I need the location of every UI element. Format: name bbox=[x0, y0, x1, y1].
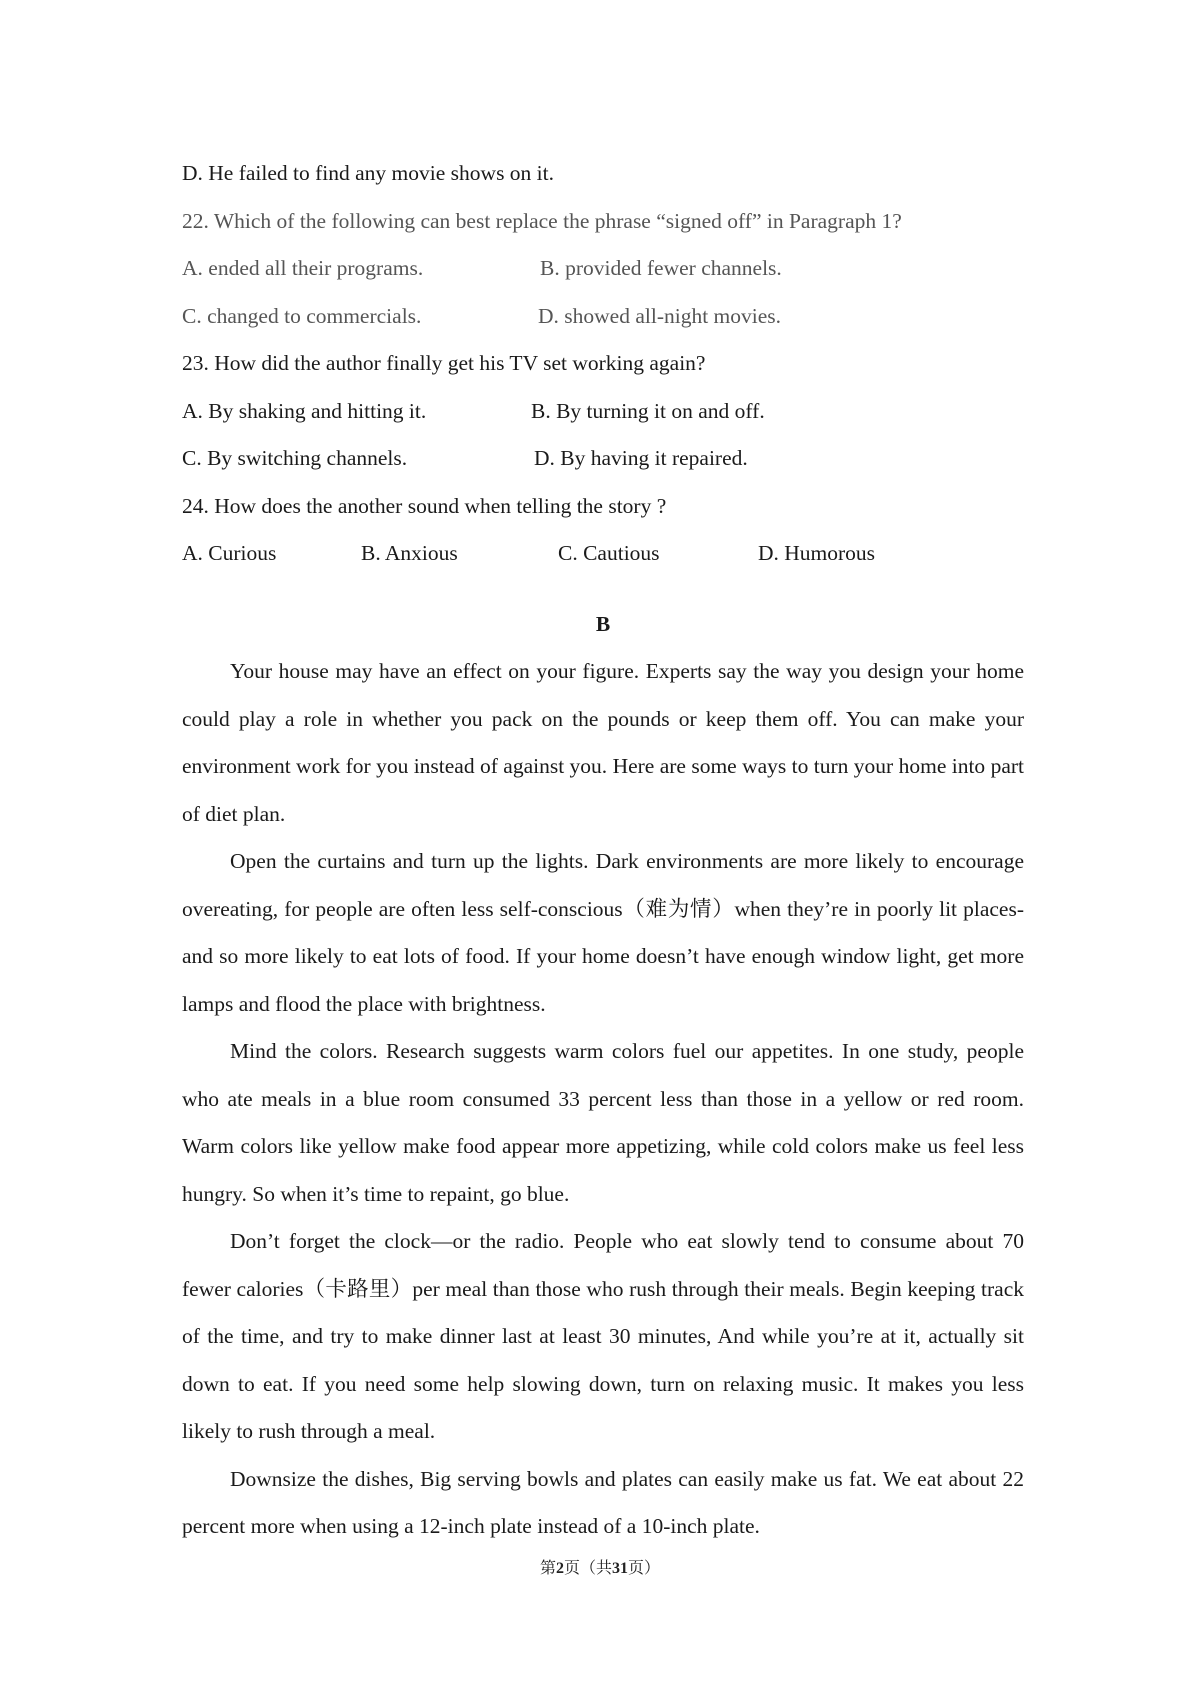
passage-paragraph-4: Don’t forget the clock—or the radio. People who eat slowly tend to consume about 70 fewer calories（卡路里）per meal than those who rush through their meals. Begin keeping track of the time, and try to make dinner last at least 30 minutes, And while you’re at it, actually sit down to eat. If you need some help slowing down, turn on relaxing music. It makes you less likely to rush through a meal. bbox=[182, 1229, 1024, 1443]
q22-stem: 22. Which of the following can best replace the phrase “signed off” in Paragraph 1? bbox=[182, 208, 902, 233]
q22-option-d: D. showed all-night movies. bbox=[538, 303, 782, 328]
footer-page-number: 2 bbox=[555, 1560, 564, 1577]
q21-option-d: D. He failed to find any movie shows on it. bbox=[182, 161, 555, 185]
q24-option-d: D. Humorous bbox=[758, 541, 876, 565]
q23-option-b: B. By turning it on and off. bbox=[531, 398, 765, 423]
q24-option-a: A. Curious bbox=[182, 541, 277, 565]
q22-options-row-1 bbox=[182, 245, 1024, 293]
exam-page bbox=[182, 150, 1024, 1551]
q22-options-row-2 bbox=[182, 293, 1024, 341]
passage-paragraph-5: Downsize the dishes, Big serving bowls and plates can easily make us fat. We eat about 22 percent more when using a 12-inch plate instead of a 10-inch plate. bbox=[182, 1466, 1024, 1538]
q22-option-c: C. changed to commercials. bbox=[182, 303, 422, 328]
q23-stem: 23. How did the author finally get his TV set working again? bbox=[182, 351, 706, 375]
page-footer bbox=[0, 1555, 1200, 1578]
q23-option-d: D. By having it repaired. bbox=[534, 446, 748, 470]
q23-option-c: C. By switching channels. bbox=[182, 446, 408, 470]
q22-option-a: A. ended all their programs. bbox=[182, 256, 424, 280]
q24-options-row bbox=[182, 530, 1024, 578]
footer-suffix: 页） bbox=[628, 1560, 661, 1577]
passage-paragraph-3: Mind the colors. Research suggests warm colors fuel our appetites. In one study, people who ate meals in a blue room consumed 33 percent less than those in a yellow or red room. Warm colors like yellow make food appear more appetizing, while cold colors make us feel less hungry. So when it’s time to repaint, go blue. bbox=[182, 1039, 1024, 1206]
footer-prefix: 第 bbox=[539, 1560, 556, 1577]
section-b-passage bbox=[182, 648, 1024, 1551]
q23-option-a: A. By shaking and hitting it. bbox=[182, 398, 427, 423]
q23-options-row-1 bbox=[182, 388, 1024, 436]
footer-middle: 页（共 bbox=[563, 1560, 612, 1577]
section-b-title: B bbox=[595, 611, 611, 636]
q24-option-c: C. Cautious bbox=[558, 541, 660, 565]
q24-option-b: B. Anxious bbox=[361, 541, 458, 565]
q23-options-row-2 bbox=[182, 435, 1024, 483]
q24-stem: 24. How does the another sound when telling the story ? bbox=[182, 493, 667, 518]
footer-total-pages: 31 bbox=[612, 1560, 628, 1577]
passage-paragraph-2: Open the curtains and turn up the lights. Dark environments are more likely to encourage overeating, for people are often less self-conscious（难为情）when they’re in poorly lit places-and so more likely to eat lots of food. If your home doesn’t have enough window light, get more lamps and flood the place with brightness. bbox=[182, 849, 1024, 1016]
q22-option-b: B. provided fewer channels. bbox=[540, 256, 782, 280]
passage-paragraph-1: Your house may have an effect on your figure. Experts say the way you design your home could play a role in whether you pack on the pounds or keep them off. You can make your environment work for you instead of against you. Here are some ways to turn your home into part of diet plan. bbox=[182, 659, 1024, 826]
